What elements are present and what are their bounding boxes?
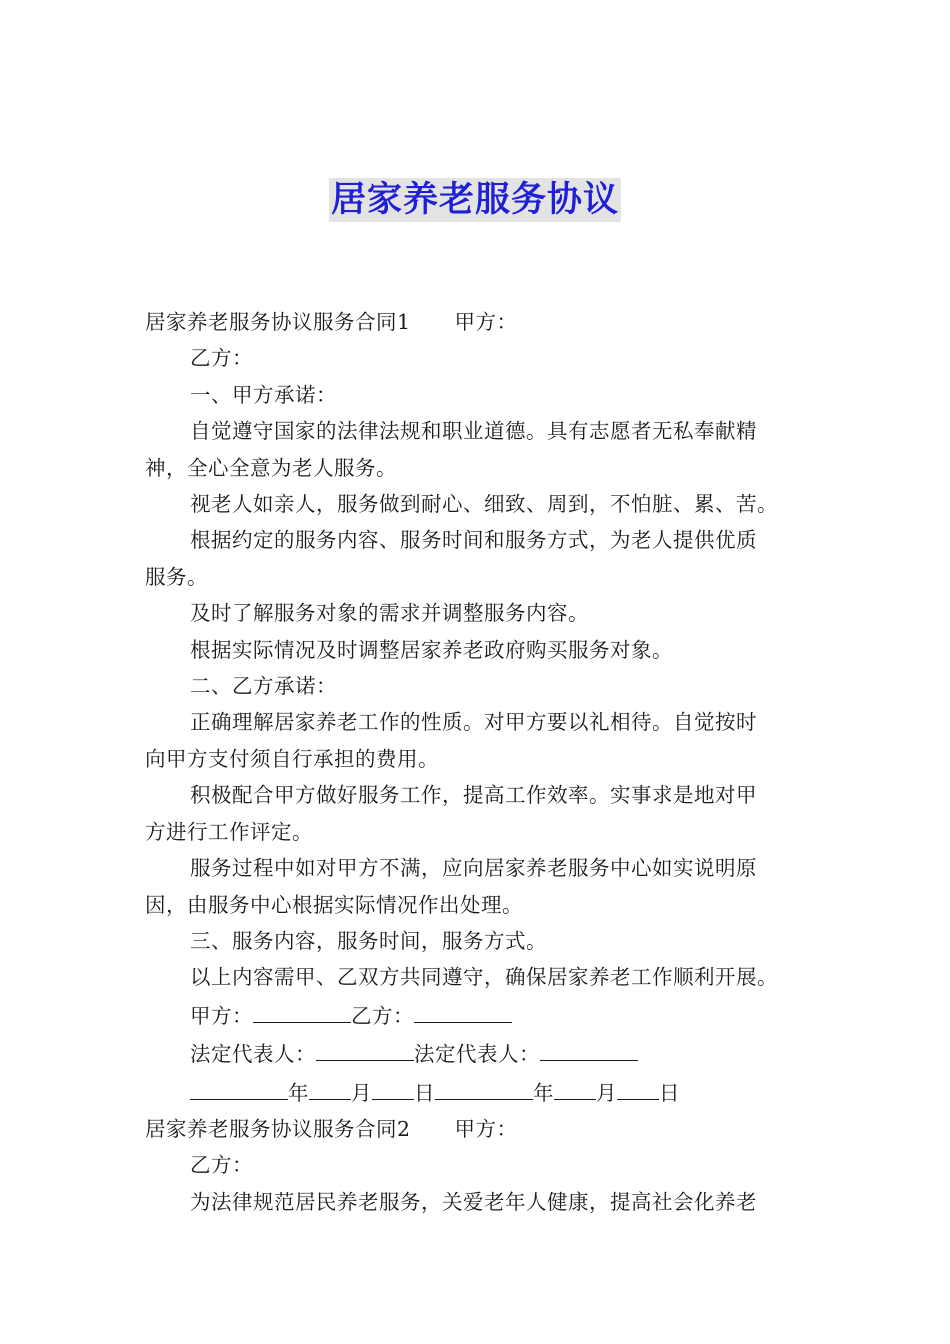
- contract-2-party-b: 乙方：: [190, 1153, 253, 1178]
- paragraph-line: 正确理解居家养老工作的性质。对甲方要以礼相待。自觉按时: [190, 710, 757, 735]
- paragraph-line: 自觉遵守国家的法律法规和职业道德。具有志愿者无私奉献精: [190, 419, 757, 444]
- paragraph-line: 视老人如亲人，服务做到耐心、细致、周到，不怕脏、累、苦。: [190, 492, 778, 517]
- signature-rep-b-blank[interactable]: [540, 1038, 638, 1061]
- date-a-month-label: 月: [351, 1080, 372, 1105]
- title-container: [0, 178, 950, 222]
- section-1-heading: 一、甲方承诺：: [190, 382, 337, 407]
- signature-party-a-blank[interactable]: [253, 1000, 351, 1023]
- signature-party-b-label: 乙方：: [351, 1003, 414, 1028]
- date-b-month-label: 月: [596, 1080, 617, 1105]
- signature-rep-a-blank[interactable]: [316, 1038, 414, 1061]
- date-b-month-blank[interactable]: [554, 1077, 596, 1100]
- signature-rep-a-label: 法定代表人：: [190, 1042, 316, 1067]
- signature-rep-row: [145, 1036, 810, 1072]
- contract-2-party-a: 甲方：: [454, 1116, 518, 1141]
- contract-1-heading: [145, 304, 810, 340]
- paragraph-line: 根据约定的服务内容、服务时间和服务方式，为老人提供优质: [190, 528, 757, 553]
- paragraph-line: 服务。: [145, 564, 208, 589]
- date-a-year-blank[interactable]: [190, 1077, 288, 1100]
- paragraph-line: 积极配合甲方做好服务工作，提高工作效率。实事求是地对甲: [190, 783, 757, 808]
- date-b-day-blank[interactable]: [617, 1077, 659, 1100]
- contract-2-title: 居家养老服务协议服务合同2: [145, 1116, 411, 1141]
- signature-parties-row: [145, 998, 810, 1034]
- signature-party-b-blank[interactable]: [414, 1000, 512, 1023]
- paragraph-line: 及时了解服务对象的需求并调整服务内容。: [190, 601, 589, 626]
- document-body: [145, 304, 810, 1220]
- paragraph-line: 神，全心全意为老人服务。: [145, 455, 397, 480]
- date-b-year-blank[interactable]: [435, 1077, 533, 1100]
- contract-1-party-a: 甲方：: [454, 310, 518, 334]
- paragraph-line: 以上内容需甲、乙双方共同遵守，确保居家养老工作顺利开展。: [190, 965, 778, 990]
- paragraph-line: 向甲方支付须自行承担的费用。: [145, 746, 439, 771]
- paragraph-line: 服务过程中如对甲方不满，应向居家养老服务中心如实说明原: [190, 856, 757, 881]
- date-a-day-label: 日: [414, 1080, 435, 1105]
- date-a-year-label: 年: [288, 1080, 309, 1105]
- contract-2-heading: [145, 1111, 810, 1147]
- date-a-day-blank[interactable]: [372, 1077, 414, 1100]
- date-b-year-label: 年: [533, 1080, 554, 1105]
- paragraph-line: 为法律规范居民养老服务，关爱老年人健康，提高社会化养老: [190, 1189, 757, 1214]
- date-a-month-blank[interactable]: [309, 1077, 351, 1100]
- date-b-day-label: 日: [659, 1080, 680, 1105]
- contract-1-party-b: 乙方：: [190, 346, 253, 371]
- paragraph-line: 因，由服务中心根据实际情况作出处理。: [145, 892, 523, 917]
- signature-date-row: [145, 1075, 810, 1111]
- section-3-heading: 三、服务内容，服务时间，服务方式。: [190, 928, 547, 953]
- signature-party-a-label: 甲方：: [190, 1003, 253, 1028]
- signature-rep-b-label: 法定代表人：: [414, 1042, 540, 1067]
- contract-1-title: 居家养老服务协议服务合同1: [145, 310, 411, 334]
- paragraph-line: 根据实际情况及时调整居家养老政府购买服务对象。: [190, 637, 673, 662]
- document-title: 居家养老服务协议: [330, 180, 619, 220]
- section-2-heading: 二、乙方承诺：: [190, 674, 337, 699]
- paragraph-line: 方进行工作评定。: [145, 819, 313, 844]
